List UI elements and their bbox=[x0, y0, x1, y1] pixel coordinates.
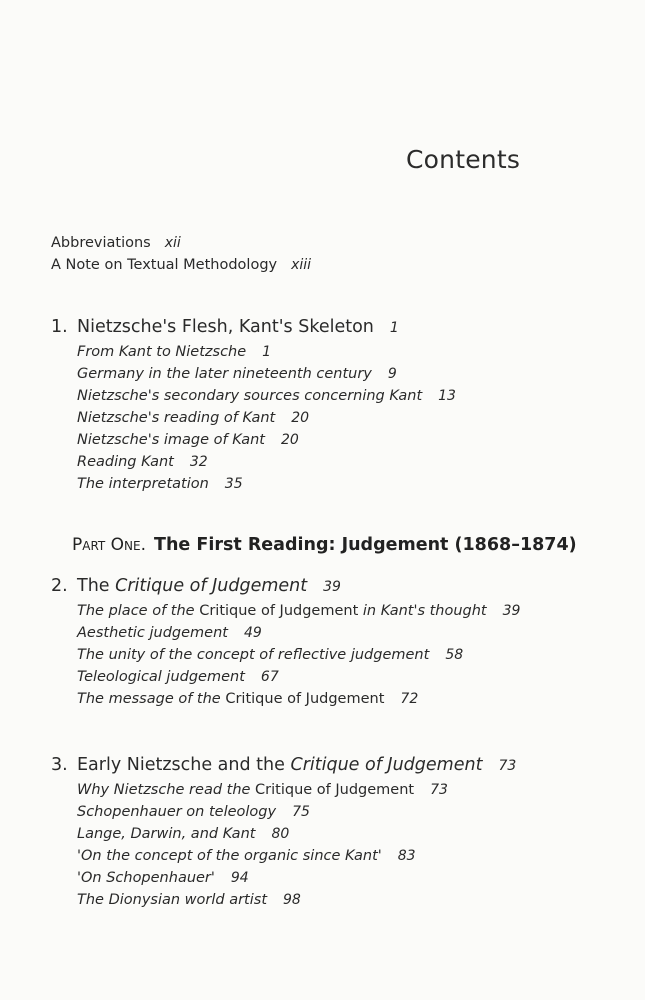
section-entry[interactable] bbox=[77, 823, 516, 845]
section-title: From Kant to Nietzsche bbox=[77, 344, 247, 360]
chapter-3-sections bbox=[77, 779, 516, 911]
section-entry[interactable] bbox=[77, 688, 520, 710]
section-entry[interactable] bbox=[77, 473, 456, 495]
page-number: 32 bbox=[189, 454, 208, 470]
toc-entry-textual-methodology[interactable] bbox=[51, 254, 311, 276]
chapter-number: 3. bbox=[51, 755, 68, 775]
section-title: Nietzsche's reading of Kant bbox=[77, 410, 276, 426]
section-work-title: Critique of Judgement bbox=[199, 603, 359, 619]
chapter-title: Nietzsche's Flesh, Kant's Skeleton bbox=[77, 317, 374, 337]
section-title: Schopenhauer on teleology bbox=[77, 804, 277, 820]
section-work-title: Critique of Judgement bbox=[225, 691, 385, 707]
section-title: Germany in the later nineteenth century bbox=[77, 366, 372, 382]
chapter-number: 2. bbox=[51, 576, 68, 596]
section-title: Nietzsche's secondary sources concerning Kant bbox=[77, 388, 423, 404]
page-number: 58 bbox=[445, 647, 464, 663]
section-entry[interactable] bbox=[77, 429, 456, 451]
page-number: 39 bbox=[502, 603, 521, 619]
section-entry[interactable] bbox=[77, 341, 456, 363]
section-title-suffix: in Kant's thought bbox=[362, 603, 487, 619]
chapter-2-sections bbox=[77, 600, 520, 710]
chapter-1-sections bbox=[77, 341, 456, 495]
page-number: 72 bbox=[400, 691, 419, 707]
entry-label: Abbreviations bbox=[51, 235, 151, 251]
chapter-title-prefix: The bbox=[77, 576, 110, 596]
section-title: Aesthetic judgement bbox=[77, 625, 228, 641]
page-number: 39 bbox=[323, 579, 341, 595]
section-title: The Dionysian world artist bbox=[77, 892, 268, 908]
section-entry[interactable] bbox=[77, 867, 516, 889]
chapter-3 bbox=[51, 752, 516, 911]
page-number: 1 bbox=[262, 344, 272, 360]
chapter-number: 1. bbox=[51, 317, 68, 337]
section-work-title: Critique of Judgement bbox=[255, 782, 415, 798]
section-entry[interactable] bbox=[77, 779, 516, 801]
page-number: 75 bbox=[292, 804, 310, 820]
page-number: 67 bbox=[260, 669, 279, 685]
chapter-title-work: Critique of Judgement bbox=[115, 576, 308, 596]
section-entry[interactable] bbox=[77, 889, 516, 911]
page-number: 73 bbox=[498, 758, 517, 774]
section-entry[interactable] bbox=[77, 385, 456, 407]
section-title: Lange, Darwin, and Kant bbox=[77, 826, 256, 842]
section-entry[interactable] bbox=[77, 801, 516, 823]
chapter-title-prefix: Early Nietzsche and the bbox=[77, 755, 285, 775]
section-entry[interactable] bbox=[77, 644, 520, 666]
section-entry[interactable] bbox=[77, 666, 520, 688]
section-entry[interactable] bbox=[77, 363, 456, 385]
page-number: 13 bbox=[438, 388, 456, 404]
section-entry[interactable] bbox=[77, 407, 456, 429]
section-title: The place of the bbox=[77, 603, 195, 619]
chapter-title-work: Critique of Judgement bbox=[290, 755, 483, 775]
part-title: The First Reading: Judgement (1868–1874) bbox=[154, 535, 577, 555]
toc-entry-abbreviations[interactable] bbox=[51, 232, 311, 254]
page-number: 83 bbox=[397, 848, 416, 864]
chapter-2 bbox=[51, 573, 520, 710]
chapter-3-heading[interactable] bbox=[51, 752, 516, 779]
part-one-heading[interactable] bbox=[72, 535, 577, 555]
section-entry[interactable] bbox=[77, 622, 520, 644]
section-title: Teleological judgement bbox=[77, 669, 245, 685]
section-title: The message of the bbox=[77, 691, 221, 707]
chapter-1-heading[interactable] bbox=[51, 314, 456, 341]
chapter-1 bbox=[51, 314, 456, 495]
section-entry[interactable] bbox=[77, 451, 456, 473]
page-number: 80 bbox=[271, 826, 290, 842]
section-title: Nietzsche's image of Kant bbox=[77, 432, 265, 448]
page-number: 98 bbox=[283, 892, 301, 908]
part-label: Part One. bbox=[72, 535, 147, 555]
section-title: Reading Kant bbox=[77, 454, 174, 470]
page-number: 20 bbox=[291, 410, 310, 426]
page-number: 35 bbox=[224, 476, 243, 492]
section-title: The interpretation bbox=[77, 476, 209, 492]
chapter-2-heading[interactable] bbox=[51, 573, 520, 600]
page-number: 1 bbox=[389, 320, 399, 336]
section-entry[interactable] bbox=[77, 600, 520, 622]
page-number: xii bbox=[164, 235, 181, 251]
page-number: xiii bbox=[291, 257, 312, 273]
section-title: 'On the concept of the organic since Kant' bbox=[77, 848, 382, 864]
front-matter bbox=[51, 232, 311, 276]
page-number: 20 bbox=[281, 432, 299, 448]
page-number: 94 bbox=[230, 870, 249, 886]
page-number: 9 bbox=[387, 366, 397, 382]
section-title: 'On Schopenhauer' bbox=[77, 870, 215, 886]
page-number: 73 bbox=[430, 782, 448, 798]
page-number: 49 bbox=[243, 625, 262, 641]
section-title: Why Nietzsche read the bbox=[77, 782, 251, 798]
section-entry[interactable] bbox=[77, 845, 516, 867]
page-title: Contents bbox=[406, 145, 521, 174]
section-title: The unity of the concept of reflective judgement bbox=[77, 647, 430, 663]
entry-label: A Note on Textual Methodology bbox=[51, 257, 278, 273]
